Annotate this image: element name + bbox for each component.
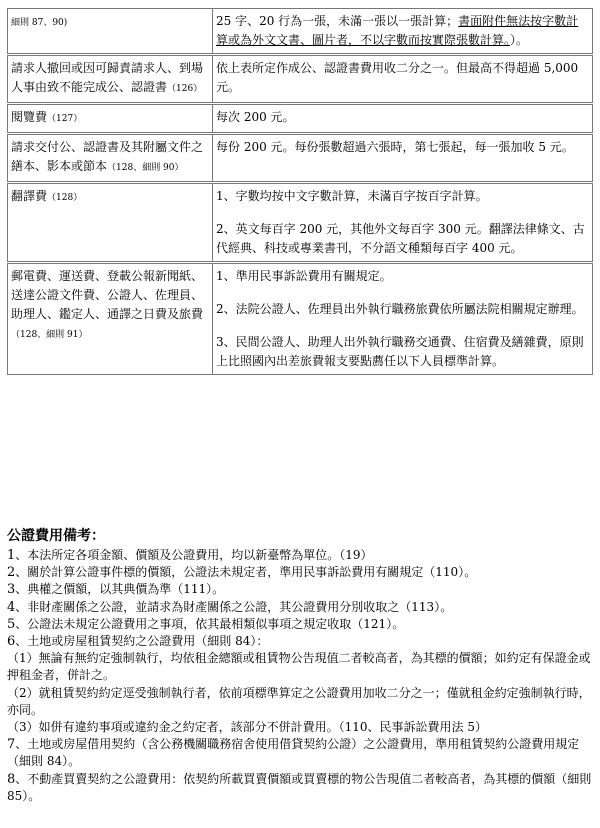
fee-rule: [213, 104, 593, 134]
label-article-note: （127）: [47, 114, 83, 124]
note-item: [7, 547, 593, 564]
note-number: 2: [7, 565, 16, 581]
rule-paragraph: 2、英文每百字 200 元，其他外文每百字 300 元。翻譯法律條文、古代經典、科技或專業書刊，不分語文種類每百字 400 元。: [216, 222, 585, 255]
note-number: 4: [7, 599, 16, 615]
fee-rule: [213, 263, 593, 375]
note-item: [7, 736, 593, 770]
rule-text: 依上表所定作成公、認證書費用收二分之一。但最高不得超過 5,000 元。: [216, 61, 579, 94]
note-subitem: [7, 719, 593, 736]
note-text: 、土地或房屋借用契約（含公務機關職務宿舍使用借貸契約公證）之公證費用，準用租賃契約公證費用規定（細則 84）。: [7, 737, 580, 769]
note-text: 無論有無約定強制執行，均依租金總額或租賃物公告現值二者較高者，為其標的價額；如約定有保證金或押租金者，併計之。: [7, 651, 591, 683]
note-number: 8: [7, 771, 16, 787]
fee-rule: [213, 9, 593, 55]
note-text: 、公證法未規定公證費用之事項，依其最相類似事項之規定收取（121）。: [15, 616, 405, 631]
note-subitem: [7, 650, 593, 684]
label-text: 請求人撤回或因可歸責請求人、到場人事由致不能完成公、認證書: [11, 61, 204, 94]
rule-paragraph: 1、字數均按中文字數計算，未滿百字按百字計算。: [216, 189, 488, 203]
table-row: [8, 263, 593, 375]
fee-item-label: [8, 55, 213, 104]
note-item: [7, 599, 593, 616]
note-number: （1）: [7, 651, 39, 666]
note-number: 1: [7, 548, 16, 563]
label-article-note: （128、細則 90）: [107, 163, 184, 173]
fee-rule: [213, 183, 593, 263]
label-text: 請求交付公、認證書及其附屬文件之繕本、影本或節本: [11, 140, 204, 173]
label-text: 細則 87、90): [11, 18, 68, 28]
rule-text: 25 字、20 行為一張，未滿一張以一張計算；: [216, 14, 459, 28]
label-article-note: （128）: [47, 193, 83, 203]
note-text: 、本法所定各項金額、價額及公證費用，均以新臺幣為單位。（19）: [15, 548, 373, 562]
note-item: [7, 616, 593, 633]
notes-list: [7, 547, 593, 805]
label-text: 郵電費、運送費、登載公報新聞紙、送達公證文件費、公證人、佐理員、助理人、鑑定人、通譯之日費及旅費: [11, 269, 204, 321]
fee-item-label: [8, 183, 213, 263]
fee-item-label: [8, 263, 213, 375]
rule-underlined-text: 書面附件無法按字數計算或為外文文書、圖片者，不以字數而按實際張數計算。: [216, 14, 579, 47]
fee-item-label: [8, 104, 213, 134]
note-item: [7, 633, 593, 650]
rule-paragraph: 3、民間公證人、助理人出外執行職務交通費、住宿費及繕雜費，原則上比照國內出差旅費報支要點薦任以下人員標準計算。: [216, 335, 584, 368]
label-text: 閱覽費: [11, 110, 48, 124]
rule-text: 每份 200 元。每份張數超過六張時，第七張起，每一張加收 5 元。: [216, 140, 574, 154]
note-number: （2）: [7, 685, 39, 700]
rule-text-end: ）。: [510, 33, 529, 47]
note-number: 6: [7, 634, 16, 650]
note-number: （3）: [7, 720, 39, 735]
rule-paragraph: 2、法院公證人、佐理員出外執行職務旅費依所屬法院相關規定辦理。: [216, 302, 584, 316]
note-text: 、非財產關係之公證，並請求為財產關係之公證，其公證費用分別收取之（113）。: [15, 599, 453, 614]
note-text: 如併有違約事項或違約金之約定者，該部分不併計費用。（110、民事訴訟費用法 5）: [38, 720, 487, 735]
note-text: 就租賃契約約定逕受強制執行者，依前項標準算定之公證費用加收二分之一；僅就租金約定強制執行時，亦同。: [7, 685, 591, 717]
fee-item-label: [8, 9, 213, 55]
note-item: [7, 564, 593, 581]
note-text: 、不動產買賣契約之公證費用：依契約所載買賣價額或買賣標的物公告現值二者較高者，為其標的價額（細則 85）。: [7, 771, 592, 803]
note-subitem: [7, 685, 593, 719]
table-row: [8, 104, 593, 134]
note-text: 、土地或房屋租賃契約之公證費用（細則 84）：: [15, 634, 269, 649]
fee-rule: [213, 134, 593, 183]
note-text: 、關於計算公證事件標的價額，公證法未規定者，準用民事訴訟費用有關規定（110）。: [15, 565, 477, 580]
table-row: [8, 9, 593, 55]
notes-title: 公證費用備考：: [7, 528, 105, 544]
table-row: [8, 183, 593, 263]
fee-table: [7, 8, 593, 375]
note-number: 5: [7, 616, 16, 632]
note-number: 3: [7, 582, 16, 598]
fee-item-label: [8, 134, 213, 183]
fee-notes: [7, 527, 593, 805]
note-number: 7: [7, 737, 16, 753]
table-row: [8, 55, 593, 104]
note-item: [7, 581, 593, 598]
note-text: 、典權之價額，以其典價為準（111）。: [15, 582, 225, 597]
rule-paragraph: 1、準用民事訴訟費用有關規定。: [216, 269, 392, 283]
table-row: [8, 134, 593, 183]
note-item: [7, 771, 593, 805]
fee-rule: [213, 55, 593, 104]
label-article-note: （126）: [167, 84, 203, 94]
label-article-note: （128、細則 91）: [11, 330, 88, 340]
label-text: 翻譯費: [11, 189, 48, 203]
rule-text: 每次 200 元。: [216, 110, 295, 124]
